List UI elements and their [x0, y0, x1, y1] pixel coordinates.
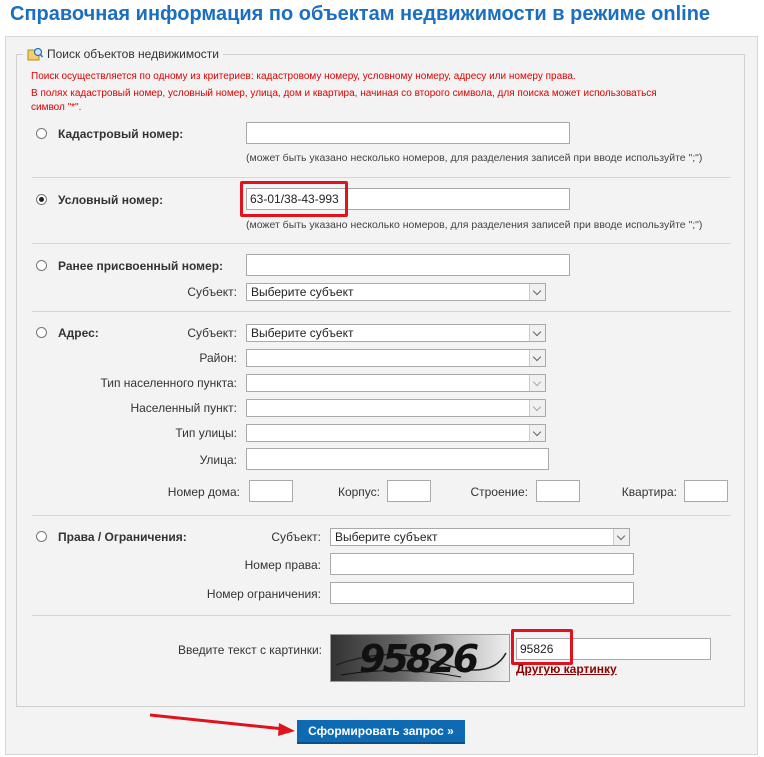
apartment-label: Квартира: — [621, 485, 677, 499]
street-type-label: Тип улицы: — [175, 426, 237, 440]
chevron-down-icon — [613, 529, 629, 545]
right-number-label: Номер права: — [244, 558, 321, 572]
address-label: Адрес: — [58, 326, 99, 340]
captcha-image — [330, 634, 510, 682]
cadastral-input[interactable] — [246, 122, 570, 144]
radio-conditional[interactable] — [36, 194, 47, 205]
chevron-down-icon — [529, 350, 545, 366]
radio-address[interactable] — [36, 327, 47, 338]
page-title: Справочная информация по объектам недвижимости в режиме online — [10, 3, 711, 25]
building-label: Корпус: — [337, 485, 380, 499]
rights-subject-label: Субъект: — [271, 530, 321, 544]
chevron-down-icon — [529, 375, 545, 391]
street-label: Улица: — [199, 453, 237, 467]
conditional-label: Условный номер: — [58, 193, 164, 207]
chevron-down-icon — [529, 400, 545, 416]
cadastral-label: Кадастровый номер: — [58, 127, 184, 141]
previous-number-input[interactable] — [246, 254, 570, 276]
structure-label: Строение: — [470, 485, 528, 499]
settlement-type-label: Тип населенного пункта: — [100, 376, 237, 390]
radio-previous-number[interactable] — [36, 260, 47, 271]
divider — [32, 243, 731, 244]
district-label: Район: — [199, 351, 237, 365]
previous-subject-select[interactable]: Выберите субъект — [246, 283, 546, 301]
radio-rights[interactable] — [36, 531, 47, 542]
restriction-number-label: Номер ограничения: — [206, 587, 321, 601]
right-number-input[interactable] — [330, 553, 634, 575]
arrow-annotation-icon — [148, 712, 298, 738]
conditional-highlight — [240, 181, 348, 217]
apartment-input[interactable] — [684, 480, 728, 502]
cadastral-hint: (может быть указано несколько номеров, для разделения записей при вводе используйте ";") — [246, 152, 703, 164]
street-type-select[interactable] — [246, 424, 546, 442]
fieldset-legend — [23, 47, 223, 61]
settlement-select[interactable] — [246, 399, 546, 417]
house-number-label: Номер дома: — [167, 485, 240, 499]
conditional-hint: (может быть указано несколько номеров, для разделения записей при вводе используйте ";") — [246, 219, 703, 231]
building-input[interactable] — [387, 480, 431, 502]
street-input[interactable] — [246, 448, 549, 470]
previous-number-label: Ранее присвоенный номер: — [58, 259, 224, 273]
search-objects-icon — [27, 47, 43, 61]
divider — [32, 615, 731, 616]
rights-subject-select[interactable]: Выберите субъект — [330, 528, 630, 546]
chevron-down-icon — [529, 425, 545, 441]
restriction-number-input[interactable] — [330, 582, 634, 604]
fieldset-legend-text: Поиск объектов недвижимости — [47, 47, 220, 61]
radio-cadastral[interactable] — [36, 128, 47, 139]
divider — [32, 177, 731, 178]
address-subject-select[interactable]: Выберите субъект — [246, 324, 546, 342]
chevron-down-icon — [529, 325, 545, 341]
chevron-down-icon — [529, 284, 545, 300]
search-note-2: В полях кадастровый номер, условный номер, улица, дом и квартира, начиная со второго символа, для поиска может использоваться символ "*". — [31, 88, 657, 113]
captcha-image-text: 95826 — [359, 637, 477, 681]
address-subject-label: Субъект: — [187, 326, 237, 340]
settlement-type-select[interactable] — [246, 374, 546, 392]
divider — [32, 515, 731, 516]
rights-label: Права / Ограничения: — [58, 530, 187, 544]
other-image-link[interactable]: Другую картинку — [516, 662, 617, 676]
divider — [32, 311, 731, 312]
submit-request-button[interactable]: Сформировать запрос » — [297, 720, 465, 744]
structure-input[interactable] — [536, 480, 580, 502]
captcha-highlight — [511, 629, 573, 665]
previous-subject-label: Субъект: — [187, 285, 237, 299]
house-number-input[interactable] — [249, 480, 293, 502]
settlement-label: Населенный пункт: — [130, 401, 237, 415]
search-note-1: Поиск осуществляется по одному из критериев: кадастровому номеру, условному номеру, адресу или номеру права. — [31, 71, 576, 82]
captcha-label: Введите текст с картинки: — [177, 643, 322, 657]
district-select[interactable] — [246, 349, 546, 367]
